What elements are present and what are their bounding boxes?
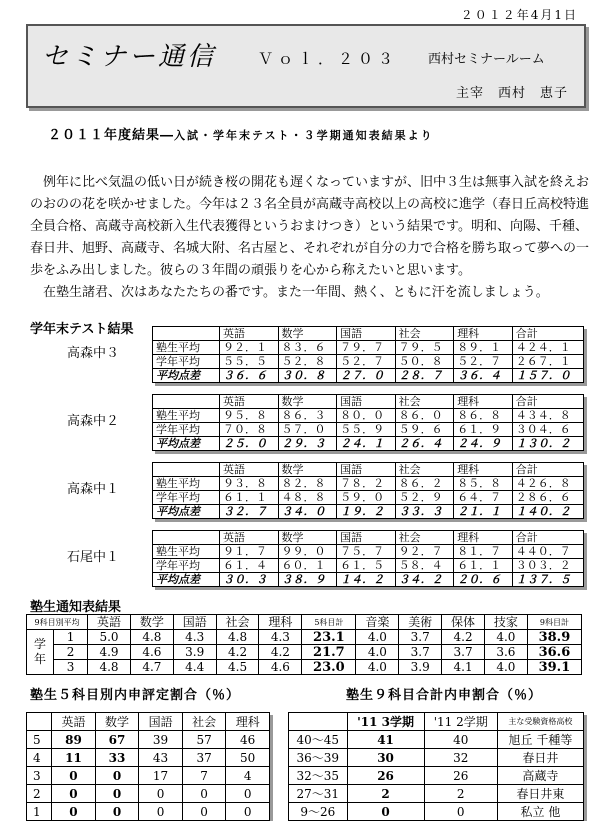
grade-level: 2 — [27, 785, 52, 803]
column-header: 社会 — [395, 531, 454, 545]
table-row — [289, 731, 584, 749]
grade-level: 3 — [27, 767, 52, 785]
column-header: 国語 — [337, 463, 396, 477]
column-header: 数学 — [278, 463, 337, 477]
score-cell: ８１．７ — [454, 545, 513, 559]
score-cell: ４８．８ — [278, 491, 337, 505]
score-cell: １３０．２ — [512, 437, 583, 451]
body-paragraph-2: 在塾生諸君、次はあなたたちの番です。また一年間、熱く、ともに汗を流しましょう。 — [43, 285, 549, 300]
row-label: 平均点差 — [153, 369, 220, 383]
eligible-school: 旭丘 千種等 — [497, 731, 583, 749]
test-score-table — [152, 394, 584, 451]
term2-percent: 40 — [424, 731, 497, 749]
term3-percent: 0 — [347, 803, 424, 821]
row-label: 平均点差 — [153, 573, 220, 587]
score-cell: ７５．７ — [337, 545, 396, 559]
score-cell: ５５．５ — [220, 355, 279, 369]
score-cell: ５８．４ — [395, 559, 454, 573]
grade-average-cell: 3.9 — [399, 660, 442, 675]
score-cell: ６１．１ — [454, 559, 513, 573]
report-card-table — [26, 614, 582, 675]
table-row — [27, 767, 270, 785]
score-cell: １５７．０ — [512, 369, 583, 383]
term2-percent: 32 — [424, 749, 497, 767]
organization-name: 西村セミナールーム — [428, 52, 545, 67]
table-row — [153, 369, 584, 383]
table-header-row — [153, 327, 584, 341]
percent-cell: 7 — [182, 767, 226, 785]
side-label-char: 年 — [33, 652, 46, 666]
grade-average-cell: 4.0 — [356, 645, 399, 660]
score-cell: ３６．４ — [454, 369, 513, 383]
grade-average-cell: 3.7 — [399, 645, 442, 660]
body-paragraph-1: 例年に比べ気温の低い日が続き桜の開花も遅くなっていますが、旧中３生は無事入試を終えおのおのの花を咲かせました。今年は２３名全員が高蔵寺高校以上の高校に進学（春日丘高校特進全員合格、高蔵寺高校新入生代表獲得というおまけつき）という結果です。明和、向陽、千種、春日井、旭野、高蔵寺、名城大附、名古屋と、それぞれが自分の力で合格を勝ち取って夢への一歩をふみ出しました。彼らの３年間の頑張りを心から称えたいと思います。 — [30, 175, 590, 278]
column-header: 社会 — [395, 327, 454, 341]
row-label: 塾生平均 — [153, 409, 220, 423]
column-header: 保体 — [442, 615, 485, 630]
table-row — [153, 505, 584, 519]
grade-average-cell: 3.7 — [442, 645, 485, 660]
grade-average-cell: 21.7 — [302, 645, 356, 660]
table-row — [27, 749, 270, 767]
grade-average-cell: 4.0 — [356, 630, 399, 645]
row-label: 平均点差 — [153, 437, 220, 451]
score-cell: ９５．８ — [220, 409, 279, 423]
column-header — [153, 395, 220, 409]
score-cell: ８０．０ — [337, 409, 396, 423]
grade-average-cell: 5.0 — [88, 630, 131, 645]
percent-cell: 17 — [139, 767, 183, 785]
school-name: 高森中１ — [67, 482, 120, 497]
score-cell: ３０．３ — [220, 573, 279, 587]
side-label-char: 学 — [33, 637, 46, 651]
grade-average-cell: 36.6 — [527, 645, 581, 660]
table-header-row — [153, 463, 584, 477]
column-header — [153, 327, 220, 341]
eligible-school: 春日井東 — [497, 785, 583, 803]
column-header: '11 3学期 — [347, 713, 424, 731]
score-cell: ２５．０ — [220, 437, 279, 451]
row-label: 学年平均 — [153, 491, 220, 505]
percent-cell: 50 — [226, 749, 270, 767]
eligible-school: 私立 他 — [497, 803, 583, 821]
table-row — [153, 545, 584, 559]
score-cell: ５２．７ — [454, 355, 513, 369]
score-cell: ２１．１ — [454, 505, 513, 519]
column-header: 数学 — [95, 713, 139, 731]
grade-average-cell: 23.0 — [302, 660, 356, 675]
score-cell: ５２．８ — [278, 355, 337, 369]
eligible-school: 春日井 — [497, 749, 583, 767]
score-cell: ２６．４ — [395, 437, 454, 451]
row-label: 塾生平均 — [153, 341, 220, 355]
column-header: 社会 — [395, 463, 454, 477]
column-header: 国語 — [173, 615, 216, 630]
column-header: 9科目計 — [527, 615, 581, 630]
table-row — [289, 767, 584, 785]
percent-cell: 4 — [226, 767, 270, 785]
term2-percent: 0 — [424, 803, 497, 821]
score-cell: ７８．２ — [337, 477, 396, 491]
grade-average-cell: 4.8 — [130, 630, 173, 645]
score-cell: ３０４．６ — [512, 423, 583, 437]
school-name: 高森中３ — [67, 346, 120, 361]
column-header: 数学 — [278, 327, 337, 341]
grade-average-cell: 4.6 — [259, 660, 302, 675]
table-row — [153, 491, 584, 505]
column-header: 数学 — [278, 395, 337, 409]
score-cell: ２６７．１ — [512, 355, 583, 369]
newsletter-title: セミナー通信 — [42, 42, 217, 72]
score-cell: ２８６．６ — [512, 491, 583, 505]
score-cell: ８５．８ — [454, 477, 513, 491]
column-header: 英語 — [220, 463, 279, 477]
five-subject-title: 塾生５科目別内申評定割合（％） — [30, 688, 241, 703]
score-cell: ２０．６ — [454, 573, 513, 587]
grade-average-cell: 39.1 — [527, 660, 581, 675]
column-header: 英語 — [52, 713, 96, 731]
nine-subject-table — [288, 712, 584, 821]
score-cell: ７９．７ — [337, 341, 396, 355]
test-results-title: 学年末テスト結果 — [30, 322, 134, 337]
percent-cell: 43 — [139, 749, 183, 767]
table-row — [289, 785, 584, 803]
column-header: 数学 — [130, 615, 173, 630]
score-cell: ９９．０ — [278, 545, 337, 559]
percent-cell: 0 — [226, 803, 270, 821]
test-score-table — [152, 462, 584, 519]
score-cell: ５０．８ — [395, 355, 454, 369]
percent-cell: 0 — [95, 785, 139, 803]
score-cell: ４４０．７ — [512, 545, 583, 559]
column-header: 技家 — [484, 615, 527, 630]
column-header: 美術 — [399, 615, 442, 630]
score-cell: ８６．０ — [395, 409, 454, 423]
grade-level: 1 — [27, 803, 52, 821]
column-header: 主な受験資格高校 — [497, 713, 583, 731]
grade-average-cell: 3.6 — [484, 645, 527, 660]
grade-level: 4 — [27, 749, 52, 767]
table-row — [27, 660, 582, 675]
table-row — [153, 409, 584, 423]
term3-percent: 2 — [347, 785, 424, 803]
percent-cell: 89 — [52, 731, 96, 749]
score-cell: ５９．０ — [337, 491, 396, 505]
score-cell: ２４．９ — [454, 437, 513, 451]
table-row — [153, 573, 584, 587]
score-cell: ３４．０ — [278, 505, 337, 519]
grade-average-cell: 4.8 — [88, 660, 131, 675]
score-range: 27～31 — [289, 785, 348, 803]
score-cell: ４２６．８ — [512, 477, 583, 491]
percent-cell: 0 — [139, 785, 183, 803]
score-cell: ３６．６ — [220, 369, 279, 383]
grade-average-cell: 4.2 — [442, 630, 485, 645]
score-cell: ３０３．２ — [512, 559, 583, 573]
score-cell: ６１．１ — [220, 491, 279, 505]
column-header: 理科 — [454, 395, 513, 409]
percent-cell: 0 — [226, 785, 270, 803]
percent-cell: 0 — [95, 767, 139, 785]
grade-average-cell: 4.4 — [173, 660, 216, 675]
score-cell: ３２．７ — [220, 505, 279, 519]
headline-sub: 入試・学年末テスト・３学期通知表結果より — [174, 129, 434, 142]
test-score-table — [152, 326, 584, 383]
row-label: 塾生平均 — [153, 545, 220, 559]
score-cell: ２９．３ — [278, 437, 337, 451]
column-header: 合計 — [512, 327, 583, 341]
column-header: 9科目別平均 — [27, 615, 88, 630]
percent-cell: 46 — [226, 731, 270, 749]
score-cell: ８６．８ — [454, 409, 513, 423]
table-header-row — [153, 531, 584, 545]
score-cell: １９．２ — [337, 505, 396, 519]
newsletter-banner — [26, 24, 586, 108]
column-header: 合計 — [512, 463, 583, 477]
article-body — [30, 172, 590, 304]
grade-number: 2 — [54, 645, 88, 660]
column-header: 理科 — [454, 463, 513, 477]
table-row — [153, 423, 584, 437]
column-header: 合計 — [512, 395, 583, 409]
table-header-row — [289, 713, 584, 731]
table-row — [153, 437, 584, 451]
score-cell: ３８．９ — [278, 573, 337, 587]
column-header — [27, 713, 52, 731]
column-header: 理科 — [259, 615, 302, 630]
grade-average-cell: 4.5 — [216, 660, 259, 675]
table-row — [27, 803, 270, 821]
score-cell: ２８．７ — [395, 369, 454, 383]
column-header: 合計 — [512, 531, 583, 545]
percent-cell: 39 — [139, 731, 183, 749]
report-results-title: 塾生通知表結果 — [30, 600, 122, 615]
term3-percent: 41 — [347, 731, 424, 749]
grade-level: 5 — [27, 731, 52, 749]
table-row — [153, 355, 584, 369]
score-cell: ２７．０ — [337, 369, 396, 383]
score-cell: ５５．９ — [337, 423, 396, 437]
row-label: 学年平均 — [153, 423, 220, 437]
grade-average-cell: 4.3 — [173, 630, 216, 645]
headline-main: ２０１１年度結果― — [48, 128, 175, 143]
percent-cell: 67 — [95, 731, 139, 749]
column-header: 理科 — [454, 327, 513, 341]
column-header: 英語 — [88, 615, 131, 630]
column-header: 理科 — [226, 713, 270, 731]
score-cell: ３０．８ — [278, 369, 337, 383]
table-row — [153, 559, 584, 573]
column-header: 英語 — [220, 531, 279, 545]
table-header-row — [27, 713, 270, 731]
table-row — [27, 630, 582, 645]
table-row — [153, 477, 584, 491]
table-row — [153, 341, 584, 355]
row-label: 学年平均 — [153, 355, 220, 369]
grade-average-cell: 4.0 — [484, 660, 527, 675]
score-cell: ６１．４ — [220, 559, 279, 573]
table-row — [289, 803, 584, 821]
score-cell: ９２．７ — [395, 545, 454, 559]
column-header — [153, 531, 220, 545]
grade-average-cell: 4.6 — [130, 645, 173, 660]
score-cell: ８２．８ — [278, 477, 337, 491]
grade-average-cell: 4.0 — [484, 630, 527, 645]
percent-cell: 33 — [95, 749, 139, 767]
nine-subject-title: 塾生９科目合計内申割合（％） — [346, 688, 543, 703]
column-header — [153, 463, 220, 477]
score-cell: ９３．８ — [220, 477, 279, 491]
score-range: 9～26 — [289, 803, 348, 821]
score-cell: ８３．６ — [278, 341, 337, 355]
term2-percent: 2 — [424, 785, 497, 803]
table-row — [27, 645, 582, 660]
score-cell: ４２４．１ — [512, 341, 583, 355]
five-subject-table — [26, 712, 270, 821]
percent-cell: 11 — [52, 749, 96, 767]
row-label: 塾生平均 — [153, 477, 220, 491]
volume-number: Ｖｏｌ．２０３ — [258, 50, 399, 68]
table-row — [289, 749, 584, 767]
score-range: 36～39 — [289, 749, 348, 767]
term3-percent: 26 — [347, 767, 424, 785]
score-cell: ４３４．８ — [512, 409, 583, 423]
percent-cell: 37 — [182, 749, 226, 767]
table-row — [27, 785, 270, 803]
column-header: 数学 — [278, 531, 337, 545]
school-name: 高森中２ — [67, 414, 120, 429]
test-score-table — [152, 530, 584, 587]
column-header: 5科目計 — [302, 615, 356, 630]
score-cell: ５２．９ — [395, 491, 454, 505]
column-header: 国語 — [337, 327, 396, 341]
percent-cell: 0 — [52, 785, 96, 803]
row-label: 平均点差 — [153, 505, 220, 519]
score-range: 40～45 — [289, 731, 348, 749]
grade-average-cell: 4.7 — [130, 660, 173, 675]
percent-cell: 0 — [95, 803, 139, 821]
percent-cell: 0 — [52, 767, 96, 785]
grade-average-cell: 4.0 — [356, 660, 399, 675]
column-header: 国語 — [337, 531, 396, 545]
score-cell: ８６．３ — [278, 409, 337, 423]
column-header: 英語 — [220, 395, 279, 409]
column-header — [289, 713, 348, 731]
row-label: 学年平均 — [153, 559, 220, 573]
score-cell: ８９．１ — [454, 341, 513, 355]
score-cell: ７９．５ — [395, 341, 454, 355]
score-cell: ５９．６ — [395, 423, 454, 437]
grade-number: 1 — [54, 630, 88, 645]
column-header: 英語 — [220, 327, 279, 341]
score-cell: １４．２ — [337, 573, 396, 587]
table-header-row — [153, 395, 584, 409]
score-cell: ７０．８ — [220, 423, 279, 437]
score-cell: ６４．７ — [454, 491, 513, 505]
eligible-school: 高蔵寺 — [497, 767, 583, 785]
table-row — [27, 731, 270, 749]
article-headline — [48, 124, 434, 143]
column-header: 国語 — [337, 395, 396, 409]
term2-percent: 26 — [424, 767, 497, 785]
percent-cell: 0 — [139, 803, 183, 821]
score-cell: ９１．７ — [220, 545, 279, 559]
percent-cell: 0 — [182, 785, 226, 803]
column-header: 社会 — [182, 713, 226, 731]
grade-average-cell: 4.1 — [442, 660, 485, 675]
column-header: '11 2学期 — [424, 713, 497, 731]
score-cell: １４０．２ — [512, 505, 583, 519]
table-header-row — [27, 615, 582, 630]
score-cell: １３７．５ — [512, 573, 583, 587]
column-header: 国語 — [139, 713, 183, 731]
column-header: 社会 — [395, 395, 454, 409]
grade-average-cell: 38.9 — [527, 630, 581, 645]
score-cell: ２４．１ — [337, 437, 396, 451]
grade-average-cell: 4.3 — [259, 630, 302, 645]
score-cell: ５２．７ — [337, 355, 396, 369]
grade-average-cell: 23.1 — [302, 630, 356, 645]
grade-number: 3 — [54, 660, 88, 675]
score-cell: ６１．９ — [454, 423, 513, 437]
term3-percent: 30 — [347, 749, 424, 767]
column-header: 音楽 — [356, 615, 399, 630]
score-cell: ３４．２ — [395, 573, 454, 587]
score-cell: ８６．２ — [395, 477, 454, 491]
column-header: 社会 — [216, 615, 259, 630]
grade-average-cell: 4.2 — [259, 645, 302, 660]
percent-cell: 57 — [182, 731, 226, 749]
grade-average-cell: 4.2 — [216, 645, 259, 660]
column-header: 理科 — [454, 531, 513, 545]
issue-date: ２０１２年4月1日 — [460, 8, 578, 22]
percent-cell: 0 — [182, 803, 226, 821]
score-cell: ５７．０ — [278, 423, 337, 437]
grade-average-cell: 3.7 — [399, 630, 442, 645]
score-cell: ３３．３ — [395, 505, 454, 519]
score-cell: ９２．１ — [220, 341, 279, 355]
grade-average-cell: 4.8 — [216, 630, 259, 645]
score-cell: ６１．５ — [337, 559, 396, 573]
director-name: 主宰 西村 恵子 — [456, 86, 569, 101]
percent-cell: 0 — [52, 803, 96, 821]
grade-average-cell: 4.9 — [88, 645, 131, 660]
score-cell: ６０．１ — [278, 559, 337, 573]
grade-average-cell: 3.9 — [173, 645, 216, 660]
school-name: 石尾中１ — [67, 550, 120, 565]
grade-side-label — [27, 630, 54, 675]
score-range: 32～35 — [289, 767, 348, 785]
